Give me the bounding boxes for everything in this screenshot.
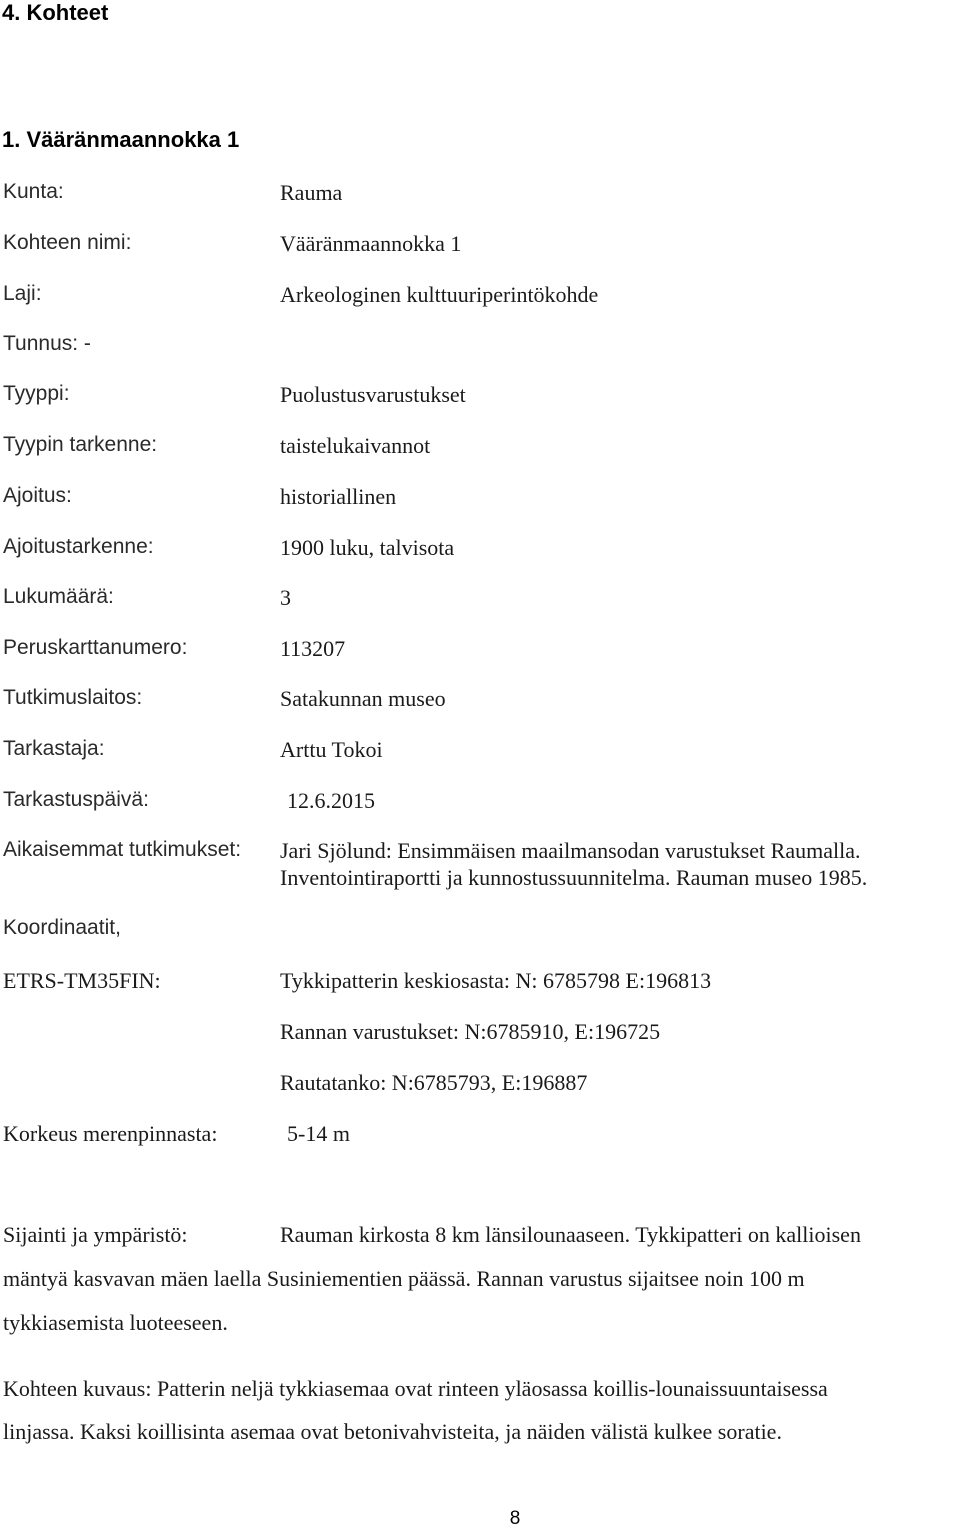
- ajoitustarkenne-label: Ajoitustarkenne:: [3, 535, 154, 558]
- tutkimuslaitos-label: Tutkimuslaitos:: [3, 686, 143, 709]
- tutkimuslaitos-value: Satakunnan museo: [280, 686, 446, 711]
- koordinaatti-item: Rannan varustukset: N:6785910, E:196725: [280, 1019, 661, 1044]
- tarkastaja-value: Arttu Tokoi: [280, 737, 383, 762]
- aikaisemmat-line2: Inventointiraportti ja kunnostussuunnitelma. Rauman museo 1985.: [280, 865, 868, 890]
- sijainti-label: Sijainti ja ympäristö:: [3, 1222, 188, 1247]
- tyyppi-label: Tyyppi:: [3, 382, 70, 405]
- koordinaatti-item: Rautatanko: N:6785793, E:196887: [280, 1070, 588, 1095]
- kuvaus-line1: Patterin neljä tykkiasemaa ovat rinteen yläosassa koillis-lounaissuuntaisessa: [156, 1376, 828, 1401]
- tarkastuspaiva-label: Tarkastuspäivä:: [3, 788, 149, 811]
- etrs-label: ETRS-TM35FIN:: [3, 968, 161, 993]
- page-number: 8: [509, 1508, 521, 1529]
- koordinaatti-item: Tykkipatterin keskiosasta: N: 6785798 E:196813: [280, 968, 712, 993]
- ajoitus-value: historiallinen: [280, 484, 397, 509]
- kohteen-nimi-value: Vääränmaannokka 1: [280, 231, 462, 256]
- peruskarttanumero-value: 113207: [280, 636, 346, 661]
- peruskarttanumero-label: Peruskarttanumero:: [3, 636, 188, 659]
- site-heading: 1. Vääränmaannokka 1: [2, 127, 240, 152]
- koordinaatit-label: Koordinaatit,: [3, 916, 121, 939]
- tyyppi-value: Puolustusvarustukset: [280, 382, 466, 407]
- korkeus-value: 5-14 m: [287, 1121, 350, 1146]
- sijainti-line1: Rauman kirkosta 8 km länsilounaaseen. Tykkipatteri on kallioisen: [280, 1222, 861, 1247]
- tarkastaja-label: Tarkastaja:: [3, 737, 105, 760]
- section-heading: 4. Kohteet: [2, 0, 109, 25]
- tyypin-tarkenne-label: Tyypin tarkenne:: [3, 433, 158, 456]
- kuvaus-paragraph: [3, 1376, 828, 1402]
- kunta-label: Kunta:: [3, 180, 64, 203]
- aikaisemmat-line1: Jari Sjölund: Ensimmäisen maailmansodan varustukset Raumalla.: [280, 838, 861, 863]
- korkeus-label: Korkeus merenpinnasta:: [3, 1121, 218, 1146]
- laji-label: Laji:: [3, 282, 42, 305]
- kuvaus-label: Kohteen kuvaus:: [3, 1376, 152, 1401]
- laji-value: Arkeologinen kulttuuriperintökohde: [280, 282, 599, 307]
- kunta-value: Rauma: [280, 180, 343, 205]
- kohteen-nimi-label: Kohteen nimi:: [3, 231, 132, 254]
- tyypin-tarkenne-value: taistelukaivannot: [280, 433, 431, 458]
- lukumaara-value: 3: [280, 585, 291, 610]
- tarkastuspaiva-value: 12.6.2015: [287, 788, 375, 813]
- kuvaus-line2: linjassa. Kaksi koillisinta asemaa ovat betonivahvisteita, ja näiden välistä kulkee soratie.: [3, 1419, 782, 1444]
- ajoitus-label: Ajoitus:: [3, 484, 72, 507]
- sijainti-line3: tykkiasemista luoteeseen.: [3, 1310, 228, 1335]
- sijainti-line2: mäntyä kasvavan mäen laella Susiniementien päässä. Rannan varustus sijaitsee noin 100 m: [3, 1266, 805, 1291]
- aikaisemmat-label: Aikaisemmat tutkimukset:: [3, 838, 242, 861]
- tunnus-label: Tunnus: -: [3, 332, 91, 355]
- ajoitustarkenne-value: 1900 luku, talvisota: [280, 535, 455, 560]
- lukumaara-label: Lukumäärä:: [3, 585, 114, 608]
